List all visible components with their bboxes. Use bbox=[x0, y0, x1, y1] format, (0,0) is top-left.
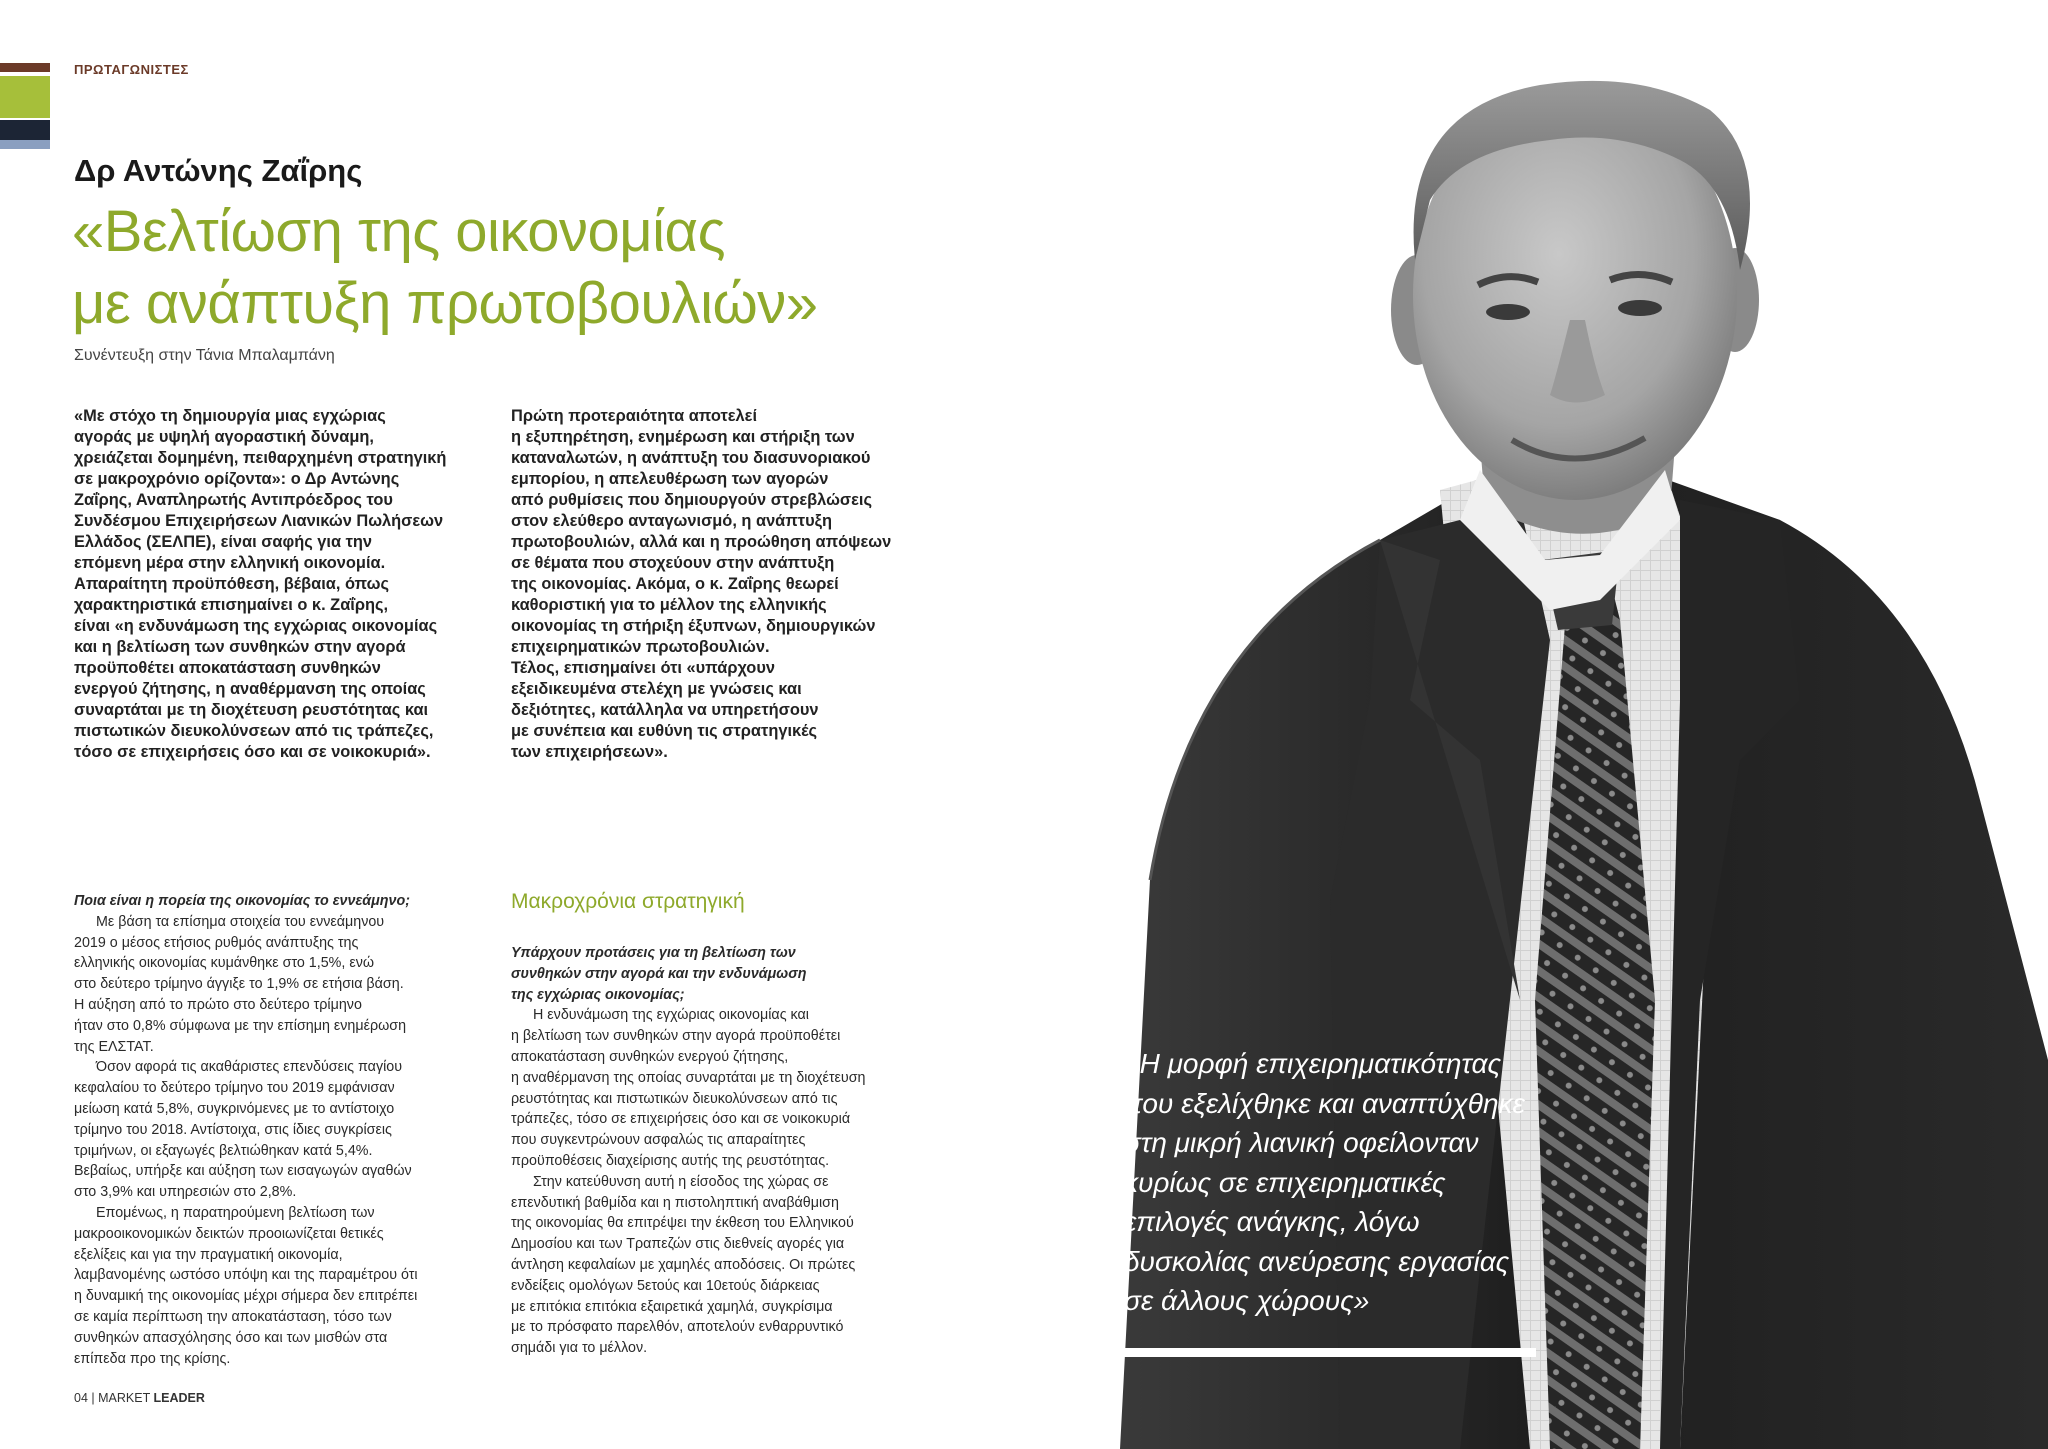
lead-line: επόμενη μέρα στην ελληνική οικονομία. bbox=[74, 554, 386, 572]
lead-line: Πρώτη προτεραιότητα αποτελεί bbox=[511, 407, 757, 425]
body-line: με επιτόκια επιτόκια εξαιρετικά χαμηλά, συγκρίσιμα bbox=[511, 1298, 833, 1315]
body-line: η αναθέρμανση της οποίας συναρτάται με τη διοχέτευση bbox=[511, 1069, 866, 1086]
lead-line: από ρυθμίσεις που δημιουργούν στρεβλώσεις bbox=[511, 491, 872, 509]
page-number: 04 bbox=[74, 1391, 88, 1405]
lead-line: Συνδέσμου Επιχειρήσεων Λιανικών Πωλήσεων bbox=[74, 512, 444, 530]
body-line: εξελίξεις και για την πραγματική οικονομία, bbox=[74, 1246, 343, 1263]
lead-line: Απαραίτητη προϋπόθεση, βέβαια, όπως bbox=[74, 575, 389, 593]
body-line: Βεβαίως, υπήρξε και αύξηση των εισαγωγών αγαθών bbox=[74, 1163, 412, 1180]
body-line: Η ενδυνάμωση της εγχώριας οικονομίας και bbox=[533, 1007, 809, 1024]
body-line: άντληση κεφαλαίων με χαμηλές αποδόσεις. Οι πρώτες bbox=[511, 1256, 856, 1273]
color-bar-navy bbox=[0, 120, 50, 140]
answer-1 bbox=[74, 912, 418, 1370]
body-line: 2019 ο μέσος ετήσιος ρυθμός ανάπτυξης της bbox=[74, 934, 359, 951]
body-line: επενδυτική βαθμίδα και η πιστοληπτική αναβάθμιση bbox=[511, 1194, 839, 1211]
body-line: Δημοσίου και των Τραπεζών στις διεθνείς αγορές για bbox=[511, 1236, 845, 1253]
body-line: η δυναμική της οικονομίας μέχρι σήμερα δεν επιτρέπει bbox=[74, 1288, 418, 1305]
body-line: μείωση κατά 5,8%, συγκρινόμενες με το αντίστοιχο bbox=[74, 1100, 395, 1117]
body-line: Επομένως, η παρατηρούμενη βελτίωση των bbox=[96, 1204, 375, 1221]
question-2 bbox=[511, 943, 866, 1005]
lead-line: σε θέματα που στοχεύουν στην ανάπτυξη bbox=[511, 554, 835, 572]
lead-line: Ελλάδος (ΣΕΛΠΕ), είναι σαφής για την bbox=[74, 533, 373, 551]
body-line: αποκατάσταση συνθηκών ενεργού ζήτησης, bbox=[511, 1048, 789, 1065]
lead-line: πρωτοβουλιών, αλλά και η προώθηση απόψεων bbox=[511, 533, 892, 551]
body-line: στο 3,9% και υπηρεσιών στο 2,8%. bbox=[74, 1184, 297, 1201]
body-line: της οικονομίας θα επιτρέψει την έκθεση του Ελληνικού bbox=[511, 1215, 854, 1232]
body-line: συνθηκών απασχόλησης όσο και των μισθών στα bbox=[74, 1329, 388, 1346]
lead-line: των επιχειρήσεων». bbox=[511, 743, 668, 761]
magazine-name-light: MARKET bbox=[98, 1391, 150, 1405]
lead-line: της οικονομίας. Ακόμα, ο κ. Ζαΐρης θεωρεί bbox=[511, 575, 839, 593]
lead-line: εμπορίου, η απελευθέρωση των αγορών bbox=[511, 470, 829, 488]
lead-line: συναρτάται με τη διοχέτευση ρευστότητας και bbox=[74, 701, 429, 719]
pull-quote-rule bbox=[1124, 1348, 1536, 1357]
author-name: Δρ Αντώνης Ζαΐρης bbox=[74, 153, 363, 188]
body-line: ελληνικής οικονομίας κυμάνθηκε στο 1,5%, ενώ bbox=[74, 955, 375, 972]
subhead: Μακροχρόνια στρατηγική bbox=[511, 890, 745, 913]
lead-line: Τέλος, επισημαίνει ότι «υπάρχουν bbox=[511, 659, 775, 677]
body-line: τρίμηνο του 2018. Αντίστοιχα, στις ίδιες συγκρίσεις bbox=[74, 1121, 392, 1138]
body-line: Με βάση τα επίσημα στοιχεία του εννεάμηνου bbox=[96, 913, 385, 930]
lead-line: εξειδικευμένα στελέχη με γνώσεις και bbox=[511, 680, 802, 698]
answer-2 bbox=[511, 1005, 866, 1359]
body-line: της ΕΛΣΤΑΤ. bbox=[74, 1038, 154, 1055]
footer-separator: | bbox=[91, 1391, 95, 1405]
body-line: στο δεύτερο τρίμηνο άγγιξε το 1,9% σε ετήσια βάση. bbox=[74, 976, 404, 993]
body-line: μακροοικονομικών δεικτών προοιωνίζεται θετικές bbox=[74, 1225, 384, 1242]
body-column-1 bbox=[74, 891, 418, 1369]
body-line: που συγκεντρώνουν ασφαλώς τις απαραίτητες bbox=[511, 1132, 806, 1149]
body-line: η βελτίωση των συνθηκών στην αγορά προϋποθέτει bbox=[511, 1028, 841, 1045]
lead-column-1 bbox=[74, 406, 446, 763]
question-line: της εγχώριας οικονομίας; bbox=[511, 986, 685, 1003]
lead-line: προϋποθέτει αποκατάσταση συνθηκών bbox=[74, 659, 381, 677]
headline-line: με ανάπτυξη πρωτοβουλιών» bbox=[72, 271, 818, 336]
section-label: ΠΡΩΤΑΓΩΝΙΣΤΕΣ bbox=[74, 62, 189, 77]
lead-line: είναι «η ενδυνάμωση της εγχώριας οικονομίας bbox=[74, 617, 438, 635]
lead-line: πιστωτικών διευκολύνσεων από τις τράπεζες, bbox=[74, 722, 434, 740]
question-1: Ποια είναι η πορεία της οικονομίας το εννεάμηνο; bbox=[74, 893, 410, 909]
body-line: σε καμία περίπτωση την αποκατάσταση, τόσο των bbox=[74, 1308, 392, 1325]
body-line: Η αύξηση από το πρώτο στο δεύτερο τρίμηνο bbox=[74, 996, 362, 1013]
lead-line: και η βελτίωση των συνθηκών στην αγορά bbox=[74, 638, 406, 656]
pull-quote-line: δυσκολίας ανεύρεσης εργασίας bbox=[1124, 1245, 1510, 1277]
byline: Συνέντευξη στην Τάνια Μπαλαμπάνη bbox=[74, 347, 335, 364]
body-line: προϋποθέσεις διαχείρισης αυτής της ρευστότητας. bbox=[511, 1152, 830, 1169]
body-line: Όσον αφορά τις ακαθάριστες επενδύσεις παγίου bbox=[96, 1059, 403, 1076]
lead-column-2 bbox=[511, 406, 891, 763]
body-line: ρευστότητας και πιστωτικών διευκολύνσεων από τις bbox=[511, 1090, 838, 1107]
lead-line: «Με στόχο τη δημιουργία μιας εγχώριας bbox=[74, 407, 386, 425]
lead-line: οικονομίας τη στήριξη έξυπνων, δημιουργικών bbox=[511, 617, 876, 635]
pull-quote-line: κυρίως σε επιχειρηματικές bbox=[1124, 1166, 1446, 1198]
lead-line: σε μακροχρόνιο ορίζοντα»: ο Δρ Αντώνης bbox=[74, 470, 400, 488]
question-line: συνθηκών στην αγορά και την ενδυνάμωση bbox=[511, 965, 807, 982]
headline bbox=[72, 196, 818, 340]
color-bar-brown bbox=[0, 63, 50, 72]
body-column-2 bbox=[511, 943, 866, 1359]
body-line: τράπεζες, τόσο σε επιχειρήσεις όσο και σε νοικοκυριά bbox=[511, 1111, 851, 1128]
lead-line: αγοράς με υψηλή αγοραστική δύναμη, bbox=[74, 428, 374, 446]
pull-quote bbox=[1124, 1044, 1525, 1321]
body-line: ήταν στο 0,8% σύμφωνα με την επίσημη ενημέρωση bbox=[74, 1017, 407, 1034]
lead-line: ενεργού ζήτησης, η αναθέρμανση της οποίας bbox=[74, 680, 426, 698]
lead-line: καθοριστική για το μέλλον της ελληνικής bbox=[511, 596, 827, 614]
lead-line: χαρακτηριστικά επισημαίνει ο κ. Ζαΐρης, bbox=[74, 596, 389, 614]
body-line: λαμβανομένης ωστόσο υπόψη και της παραμέτρου ότι bbox=[74, 1267, 418, 1284]
pull-quote-line: «Η μορφή επιχειρηματικότητας bbox=[1124, 1048, 1502, 1079]
lead-line: τόσο σε επιχειρήσεις όσο και σε νοικοκυριά». bbox=[74, 743, 431, 761]
color-bar-lime bbox=[0, 76, 50, 118]
body-line: επίπεδα προ της κρίσης. bbox=[74, 1350, 231, 1367]
lead-line: δεξιότητες, κατάλληλα να υπηρετήσουν bbox=[511, 701, 819, 719]
body-line: ενδείξεις ομολόγων 5ετούς και 10ετούς διάρκειας bbox=[511, 1277, 820, 1294]
lead-line: καταναλωτών, η ανάπτυξη του διασυνοριακού bbox=[511, 449, 871, 467]
lead-line: στον ελεύθερο ανταγωνισμό, η ανάπτυξη bbox=[511, 512, 832, 530]
question-line: Υπάρχουν προτάσεις για τη βελτίωση των bbox=[511, 945, 796, 961]
headline-line: «Βελτίωση της οικονομίας bbox=[72, 199, 726, 264]
pull-quote-line: σε άλλους χώρους» bbox=[1124, 1285, 1370, 1316]
body-line: τριμήνων, οι εξαγωγές βελτιώθηκαν κατά 5,4%. bbox=[74, 1142, 373, 1159]
page-footer bbox=[74, 1391, 205, 1405]
body-line: Στην κατεύθυνση αυτή η είσοδος της χώρας σε bbox=[533, 1173, 829, 1190]
lead-line: Ζαΐρης, Αναπληρωτής Αντιπρόεδρος του bbox=[74, 491, 393, 509]
pull-quote-line: που εξελίχθηκε και αναπτύχθηκε bbox=[1124, 1087, 1525, 1119]
body-line: με το πρόσφατο παρελθόν, αποτελούν ενθαρρυντικό bbox=[511, 1319, 844, 1336]
color-bar-blue bbox=[0, 140, 50, 149]
lead-line: χρειάζεται δομημένη, πειθαρχημένη στρατηγική bbox=[74, 449, 447, 467]
magazine-name-bold: LEADER bbox=[153, 1391, 205, 1405]
lead-line: η εξυπηρέτηση, ενημέρωση και στήριξη των bbox=[511, 428, 855, 446]
lead-line: με συνέπεια και ευθύνη τις στρατηγικές bbox=[511, 722, 818, 740]
lead-line: επιχειρηματικών πρωτοβουλιών. bbox=[511, 638, 770, 656]
pull-quote-line: στη μικρή λιανική οφείλονταν bbox=[1124, 1127, 1479, 1158]
pull-quote-line: επιλογές ανάγκης, λόγω bbox=[1124, 1206, 1420, 1237]
body-line: κεφαλαίου το δεύτερο τρίμηνο του 2019 εμφάνισαν bbox=[74, 1080, 395, 1097]
body-line: σημάδι για το μέλλον. bbox=[511, 1340, 648, 1357]
